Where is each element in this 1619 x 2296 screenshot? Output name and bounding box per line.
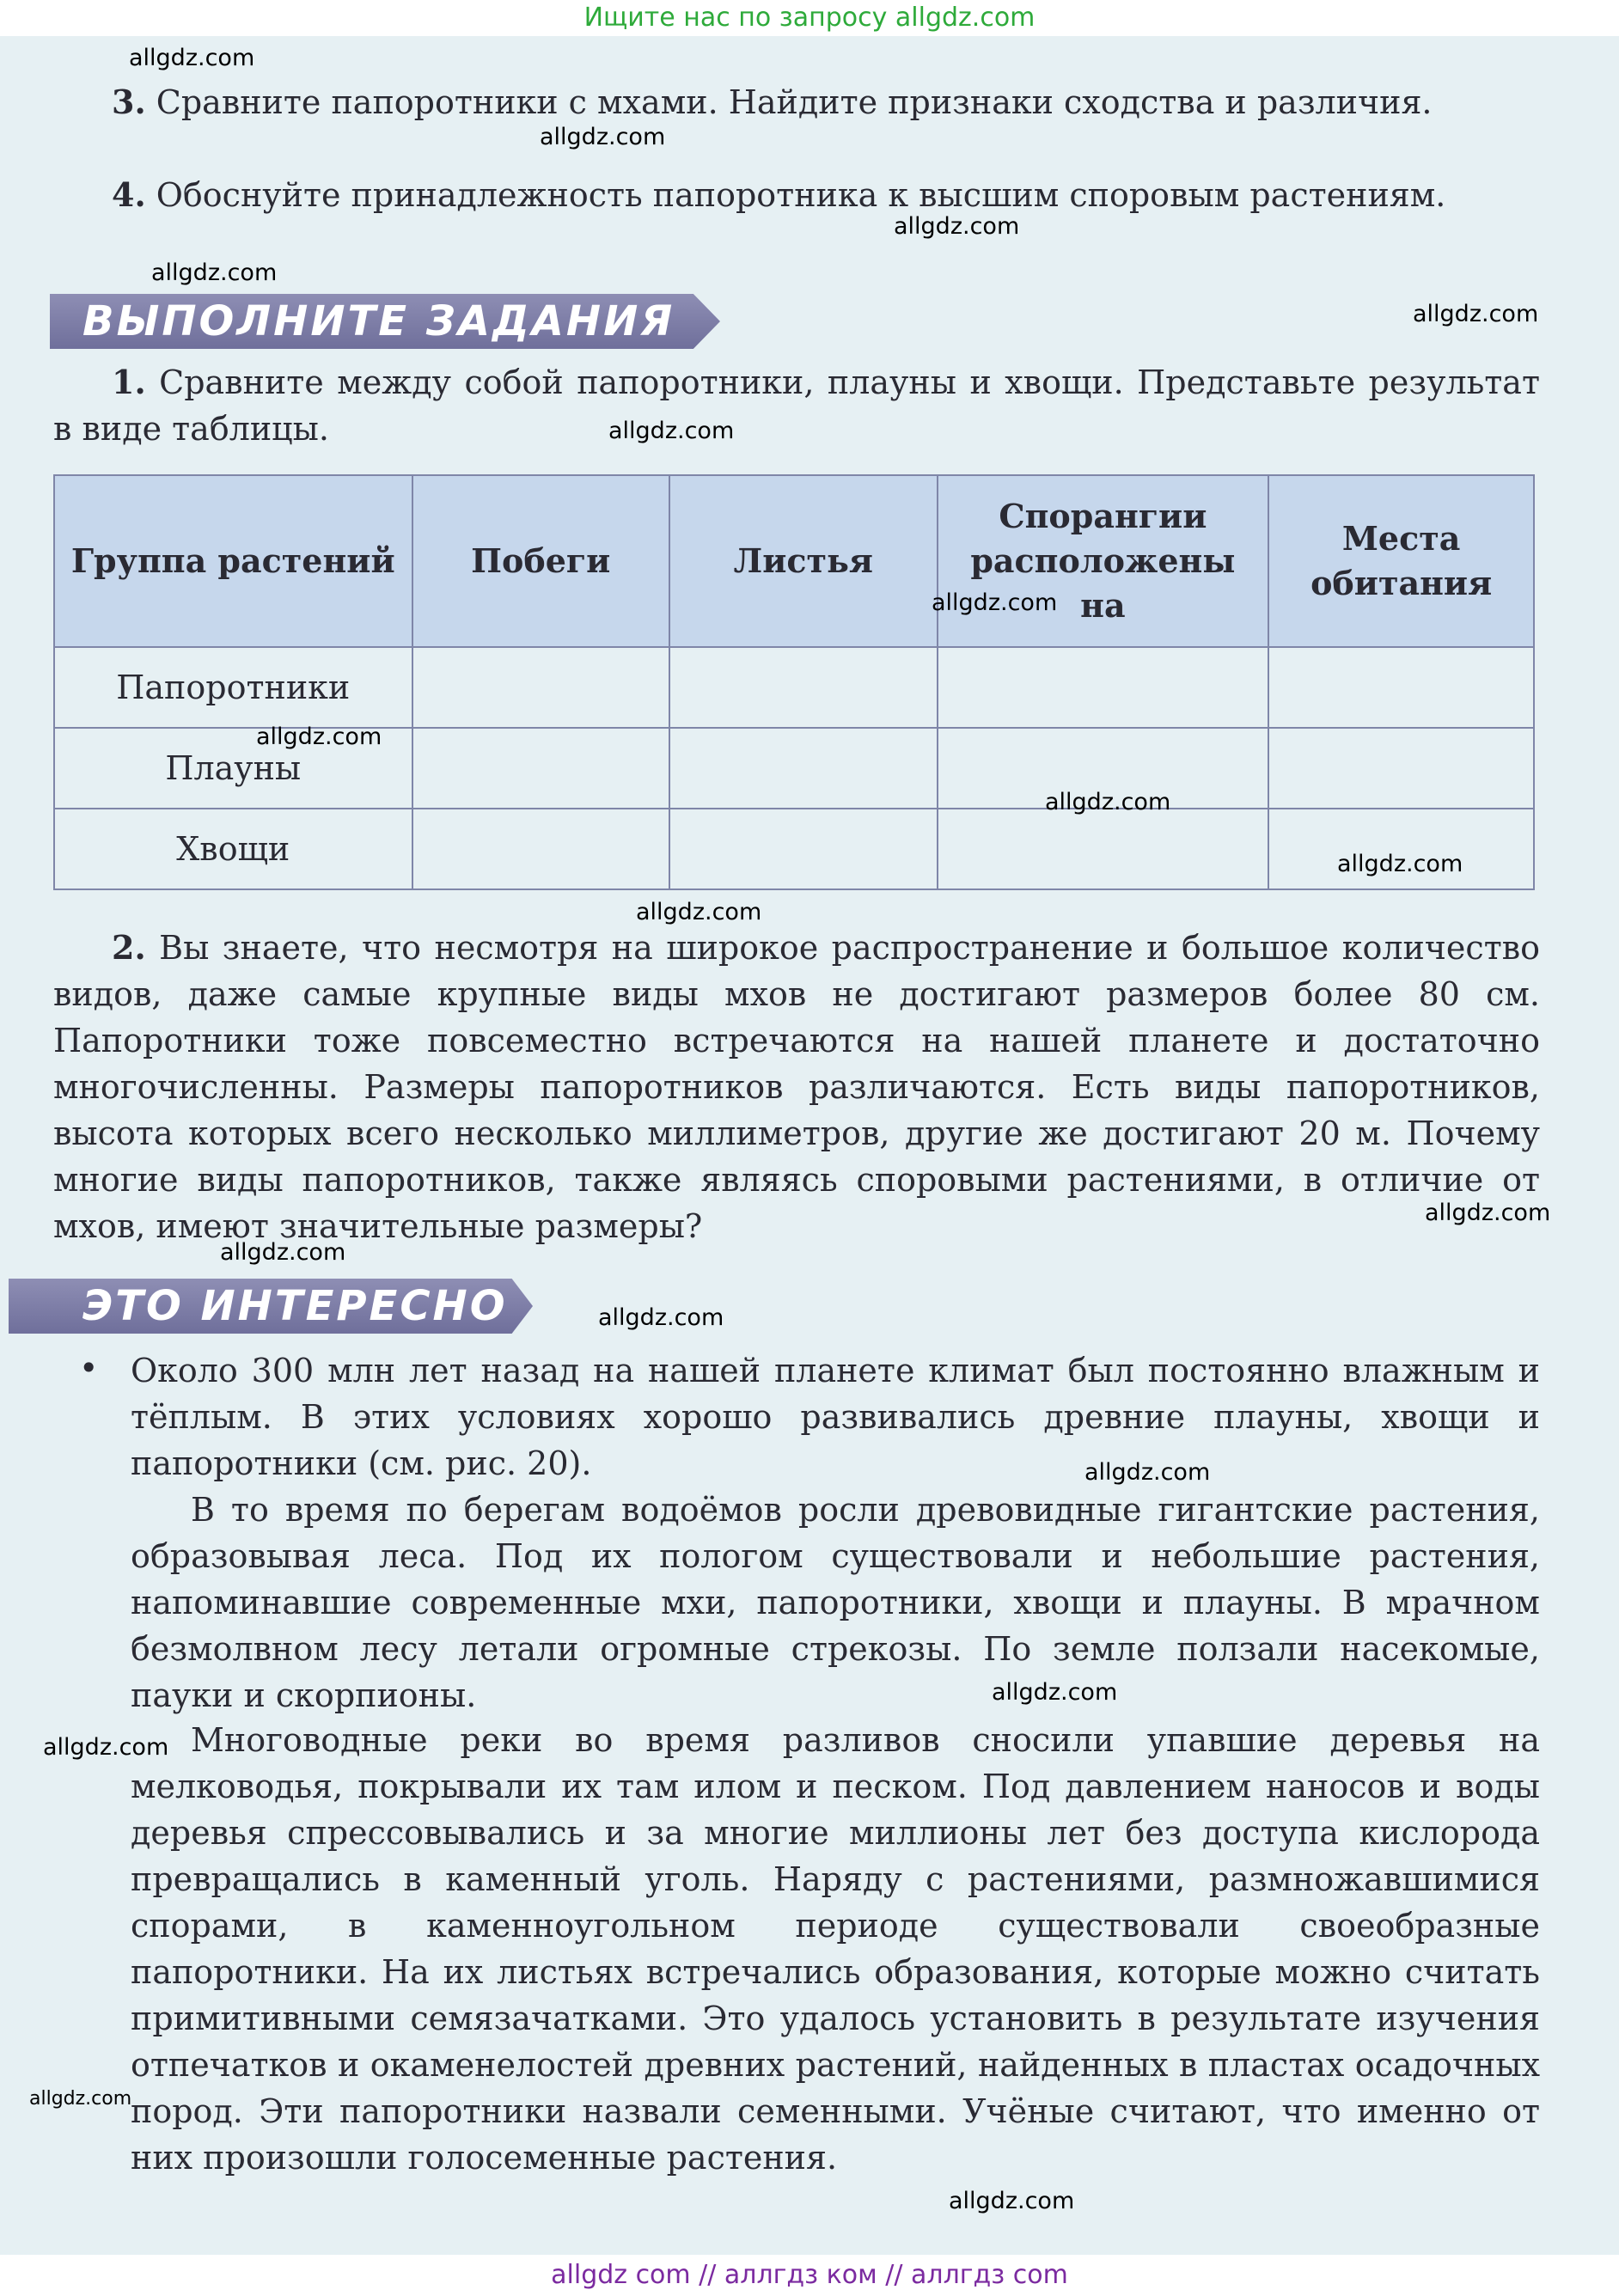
interesting-paragraph-3: Многоводные реки во время разливов сносили упавшие деревья на мелководья, покрывали их там илом и песком. Под давлением наносов и воды деревья спрессовывались и за многие миллионы лет без доступа кислорода превращались в каменный уголь. Наряду с растениями, размножавшимися спорами, в каменноугольном периоде существовали своеобразные папоротники. На их листьях встречались образования, которые можно считать примитивными семязачатками. Это удалось установить в результате изучения отпечатков и окаменелостей древних растений, найденных в пластах осадочных пород. Эти папоротники назвали семенными. Учёные считают, что именно от них произошли голосеменные растения. — [131, 1721, 1540, 2177]
watermark[interactable]: allgdz.com — [540, 124, 666, 150]
question-4 — [112, 172, 1540, 218]
watermark[interactable]: allgdz.com — [129, 45, 255, 71]
watermark[interactable]: allgdz.com — [1425, 1200, 1551, 1226]
watermark[interactable]: allgdz.com — [43, 1734, 169, 1761]
table-cell — [938, 809, 1269, 889]
watermark[interactable]: allgdz.com — [29, 2088, 132, 2110]
task-2 — [53, 925, 1540, 1249]
header-sporangia: Спорангии расположены на — [938, 475, 1269, 647]
task-2-number: 2. — [112, 928, 146, 967]
section-title-tasks: ВЫПОЛНИТЕ ЗАДАНИЯ — [82, 297, 675, 345]
watermark[interactable]: allgdz.com — [932, 589, 1058, 616]
header-shoots: Побеги — [412, 475, 670, 647]
section-title-interesting: ЭТО ИНТЕРЕСНО — [82, 1282, 508, 1330]
interesting-paragraph-2: В то время по берегам водоёмов росли древовидные гигантские растения, образовывая леса. Под их пологом существовали и небольшие растения, напоминавшие современные мхи, папоротники, хвощи и плауны. В мрачном безмолвном лесу летали огромные стрекозы. По земле ползали насекомые, пауки и скорпионы. — [131, 1491, 1540, 1714]
table-cell — [412, 647, 670, 728]
table-cell — [938, 647, 1269, 728]
watermark[interactable]: allgdz.com — [992, 1679, 1118, 1706]
watermark[interactable]: allgdz.com — [1337, 851, 1463, 877]
interesting-paragraph-1: Около 300 млн лет назад на нашей планете климат был постоянно влажным и тёплым. В этих условиях хорошо развивались древние плауны, хвощи и папоротники (см. рис. 20). — [131, 1352, 1540, 1482]
watermark[interactable]: allgdz.com — [894, 213, 1020, 240]
header-plant-group: Группа растений — [54, 475, 412, 647]
task-1-number: 1. — [112, 363, 146, 401]
bottom-banner[interactable]: allgdz com // аллгдз ком // аллгдз com — [0, 2255, 1619, 2296]
watermark[interactable]: allgdz.com — [598, 1304, 724, 1331]
task-1 — [53, 359, 1540, 452]
comparison-table — [53, 474, 1535, 890]
header-habitat: Места обитания — [1268, 475, 1534, 647]
question-4-text: Обоснуйте принадлежность папоротника к высшим споровым растениям. — [156, 176, 1446, 214]
table-cell — [1268, 647, 1534, 728]
question-4-number: 4. — [112, 175, 146, 214]
watermark[interactable]: allgdz.com — [949, 2188, 1075, 2214]
table-cell — [669, 647, 937, 728]
table-row — [54, 647, 1534, 728]
table-cell — [669, 728, 937, 809]
watermark[interactable]: allgdz.com — [636, 899, 762, 925]
question-3-text: Сравните папоротники с мхами. Найдите признаки сходства и различия. — [156, 83, 1433, 121]
row-label-ferns: Папоротники — [54, 647, 412, 728]
question-3 — [112, 79, 1540, 125]
table-cell — [412, 809, 670, 889]
table-cell — [1268, 728, 1534, 809]
task-2-text: Вы знаете, что несмотря на широкое распространение и большое количество видов, даже самые крупные виды мхов не достигают размеров более 80 см. Папоротники тоже повсеместно встречаются на нашей планете и достаточно многочисленны. Размеры папоротников различаются. Есть виды папоротников, высота которых всего несколько миллиметров, другие же достигают 20 м. Почему многие виды папоротников, также являясь споровыми растениями, в отличие от мхов, имеют значительные размеры? — [53, 929, 1540, 1245]
header-leaves: Листья — [669, 475, 937, 647]
table-cell — [412, 728, 670, 809]
watermark[interactable]: allgdz.com — [151, 260, 278, 286]
watermark[interactable]: allgdz.com — [220, 1239, 346, 1266]
table-header-row — [54, 475, 1534, 647]
watermark[interactable]: allgdz.com — [256, 724, 382, 750]
row-label-club-mosses: Плауны — [54, 728, 412, 809]
table-row — [54, 809, 1534, 889]
watermark[interactable]: allgdz.com — [1084, 1459, 1211, 1486]
bullet-icon: • — [79, 1349, 99, 1387]
watermark[interactable]: allgdz.com — [1413, 301, 1539, 327]
question-3-number: 3. — [112, 82, 146, 121]
task-1-text: Сравните между собой папоротники, плауны и хвощи. Представьте результат в виде таблицы. — [53, 363, 1540, 448]
row-label-horsetails: Хвощи — [54, 809, 412, 889]
watermark[interactable]: allgdz.com — [1045, 789, 1171, 815]
table-cell — [669, 809, 937, 889]
watermark[interactable]: allgdz.com — [608, 418, 735, 444]
top-banner[interactable]: Ищите нас по запросу allgdz.com — [0, 0, 1619, 36]
